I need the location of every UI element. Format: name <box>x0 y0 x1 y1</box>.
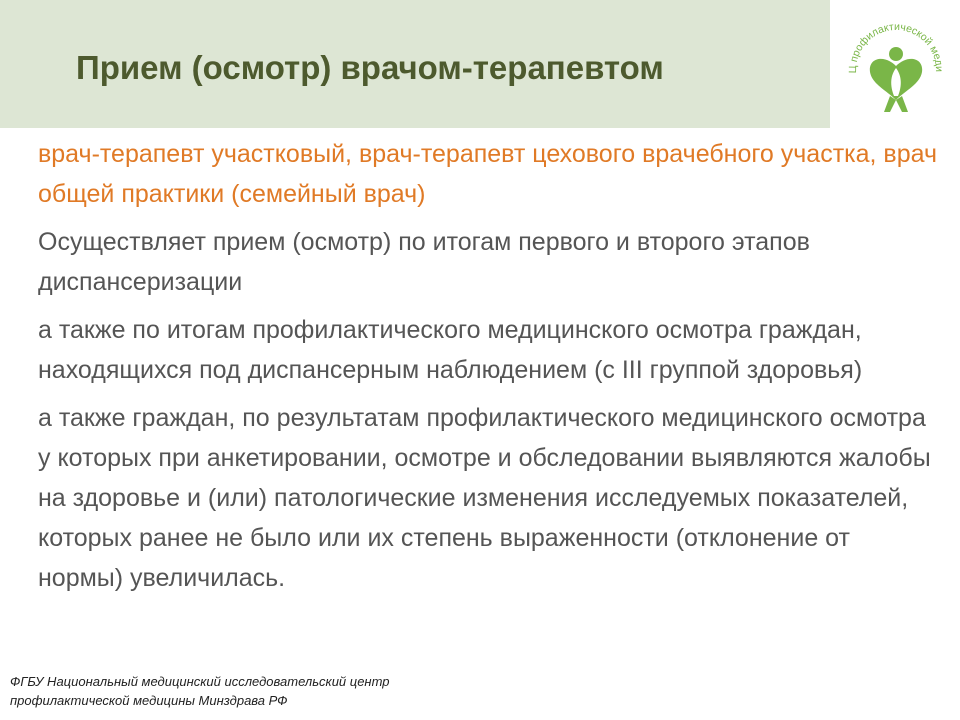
logo-arc-text: Ц профилактической меди <box>846 20 946 74</box>
paragraph-preventive-exam: а также по итогам профилактического медицинского осмотра граждан, находящихся под диспансерным наблюдением (с III группой здоровья) <box>38 316 863 384</box>
slide-title: Прием (осмотр) врачом-терапевтом <box>76 49 664 86</box>
paragraph-reception: Осуществляет прием (осмотр) по итогам первого и второго этапов диспансеризации <box>38 228 810 296</box>
footer-line-1: ФГБУ Национальный медицинский исследовательский центр <box>10 674 390 689</box>
slide-footer <box>10 672 530 710</box>
human-figure-heart-icon <box>838 8 954 122</box>
paragraph-doctor-types: врач-терапевт участковый, врач-терапевт цехового врачебного участка, врач общей практики (семейный врач) <box>38 140 937 208</box>
nmic-logo <box>838 8 954 122</box>
slide-header <box>0 0 830 128</box>
paragraph-complaints: а также граждан, по результатам профилактического медицинского осмотра у которых при анкетировании, осмотре и обследовании выявляются жалобы на здоровье и (или) патологические изменения исследуемых показателей, которых ранее не было или их степень выраженности (отклонение от нормы) увеличилась. <box>38 404 931 592</box>
slide-content <box>38 134 938 606</box>
footer-line-2: профилактической медицины Минздрава РФ <box>10 693 288 708</box>
